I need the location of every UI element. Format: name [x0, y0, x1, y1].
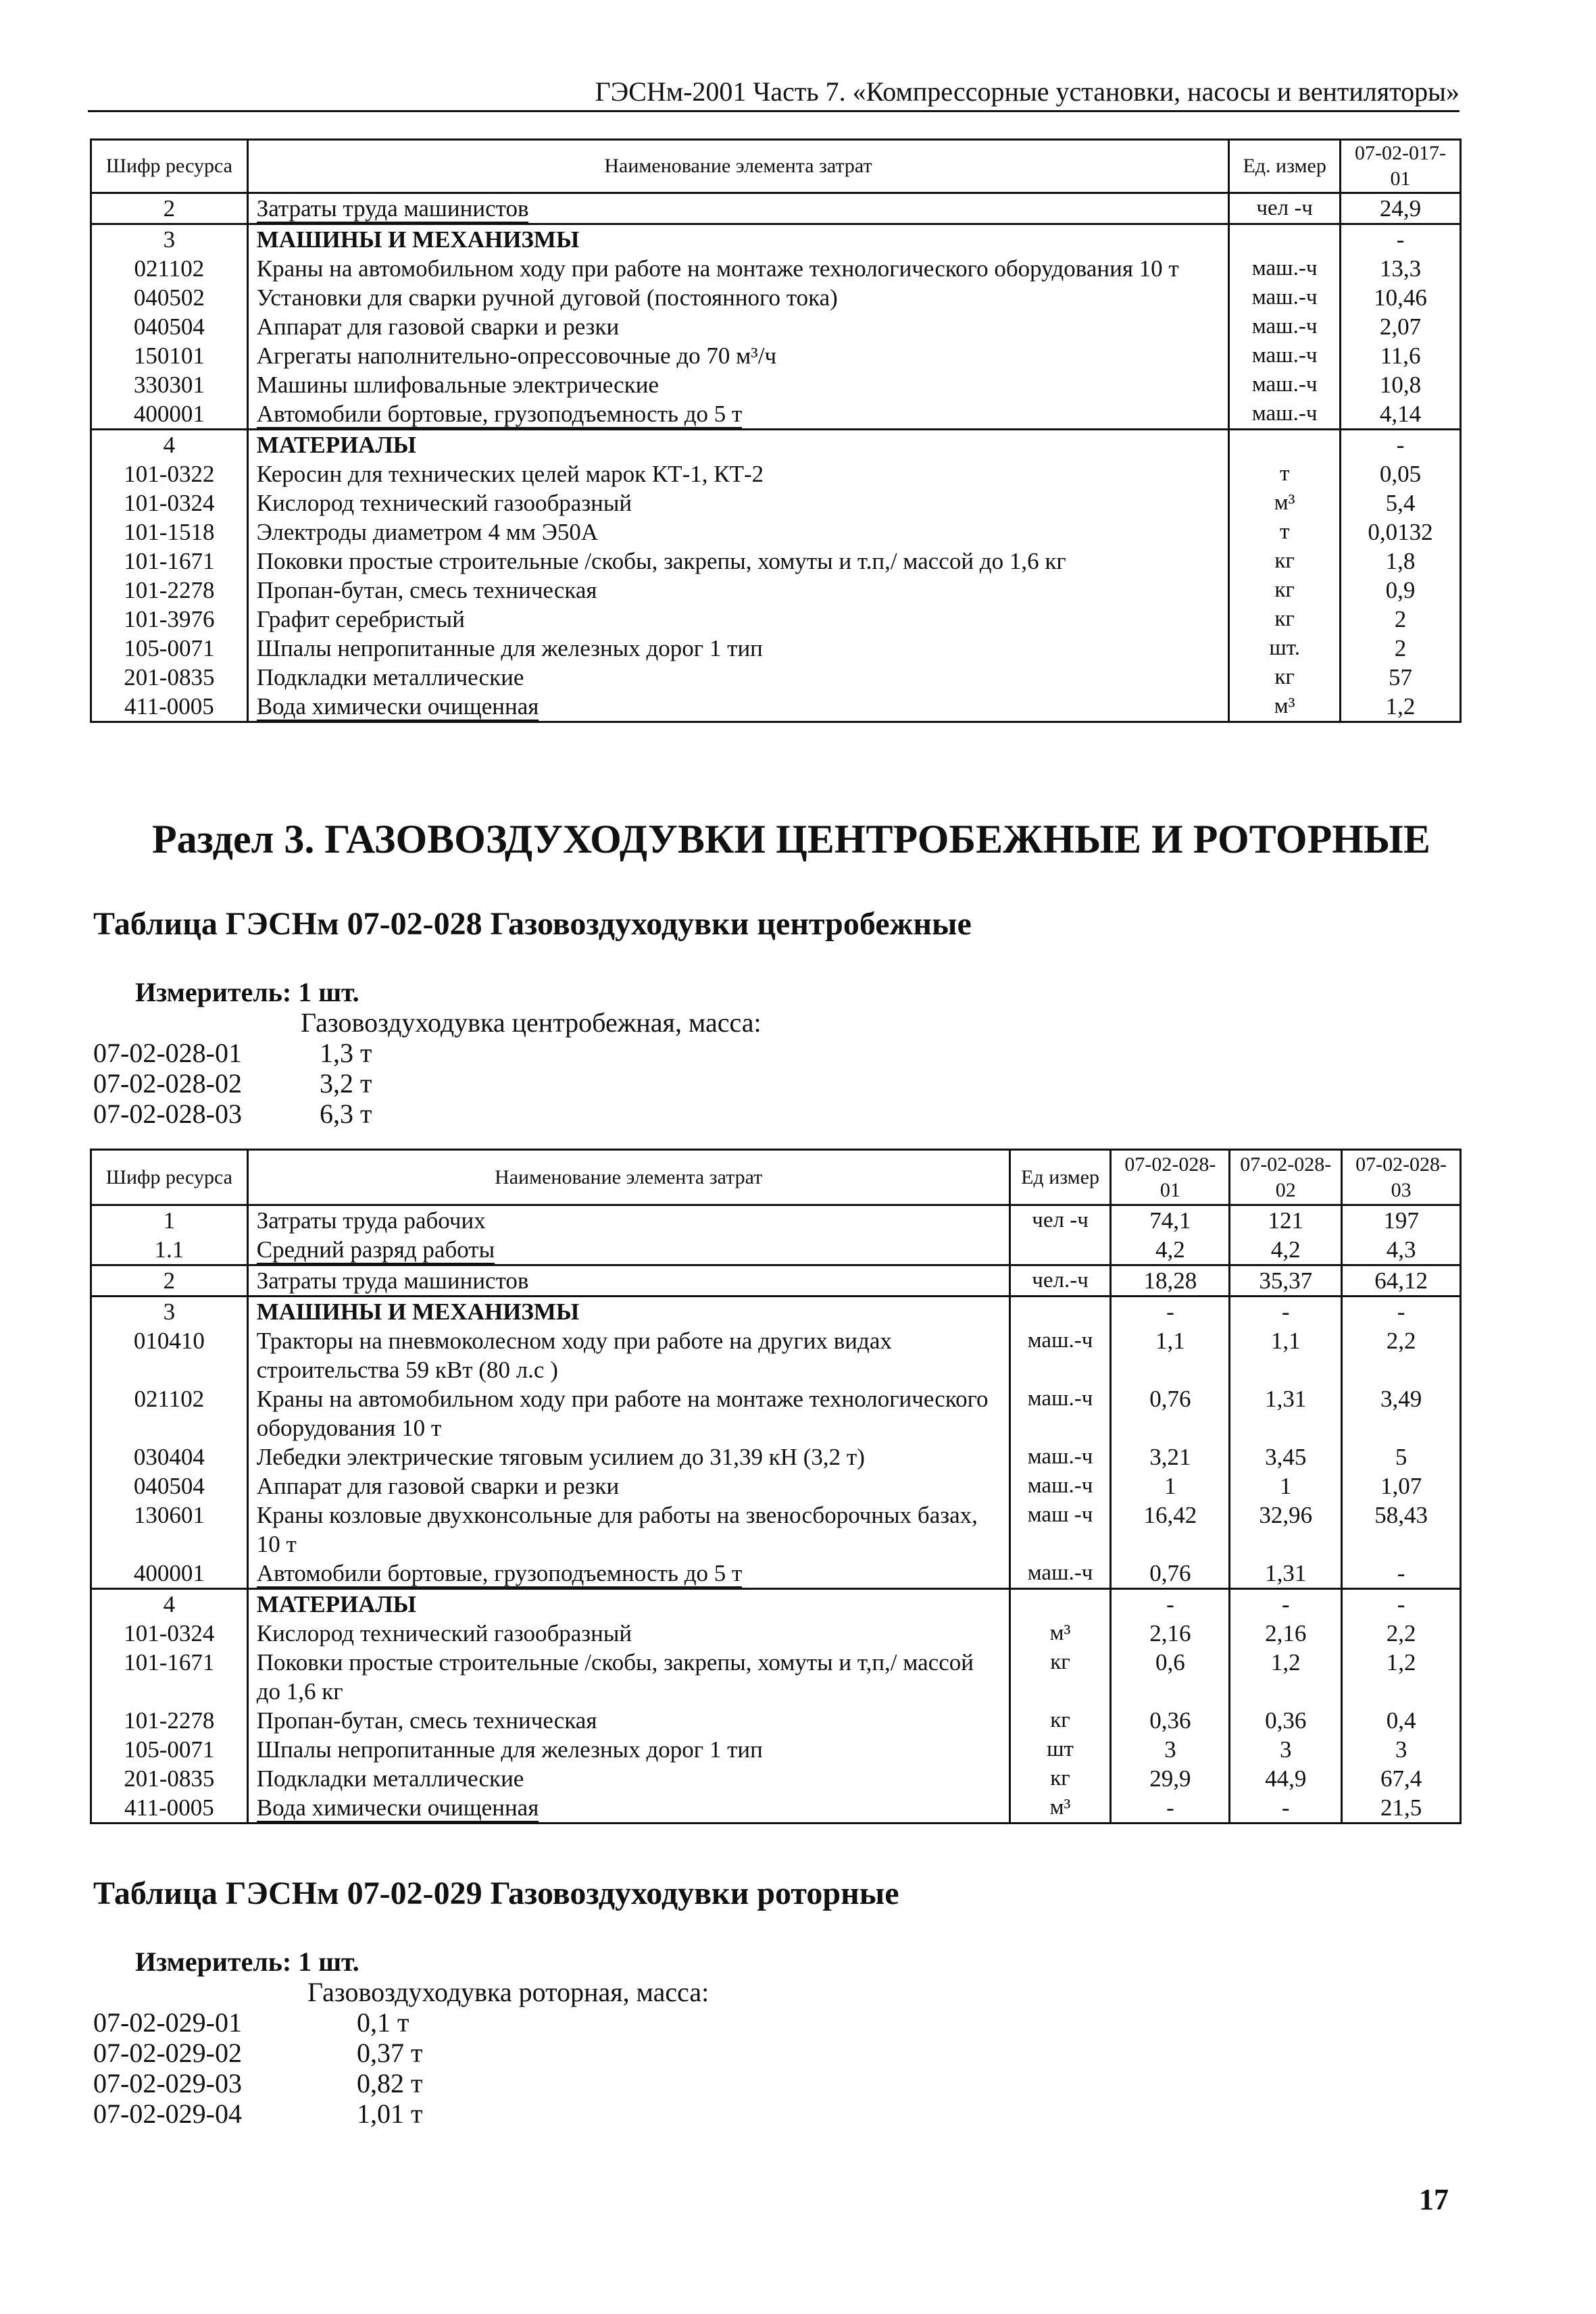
unit-cell: маш.-ч: [1229, 370, 1341, 399]
resource-name-cell: [247, 576, 1228, 605]
resource-code-cell: 105-0071: [91, 634, 248, 663]
unit-cell: маш.-ч: [1009, 1559, 1111, 1589]
norm-value-cell: 1,1: [1111, 1326, 1230, 1384]
variant-row: [93, 2098, 422, 2130]
resource-name-cell: [247, 1706, 1009, 1735]
resource-code-cell: 400001: [91, 1559, 248, 1589]
variant-mass: 0,1 т: [357, 2007, 409, 2038]
resource-code-cell: 2: [91, 193, 248, 224]
variant-mass: 1,3 т: [320, 1038, 372, 1068]
meter-029: [135, 1946, 359, 1978]
norm-value-cell: 74,1: [1111, 1205, 1230, 1236]
unit-cell: чел -ч: [1009, 1205, 1111, 1236]
norm-value-cell: 4,2: [1230, 1235, 1342, 1265]
resource-name-text: Вода химически очищенная: [256, 1794, 539, 1821]
resource-name-cell: [247, 1793, 1009, 1823]
unit-cell: м³: [1229, 692, 1341, 722]
table-row: [91, 1559, 1461, 1589]
variant-row: [93, 1037, 372, 1069]
resource-name-text: МАШИНЫ И МЕХАНИЗМЫ: [256, 226, 580, 253]
norm-value-cell: 0,36: [1230, 1706, 1342, 1735]
resource-name-cell: [247, 430, 1228, 460]
resource-name-cell: [247, 254, 1228, 283]
norm-value-cell: 3: [1342, 1735, 1461, 1764]
norm-value-cell: 0,76: [1111, 1384, 1230, 1442]
resource-name-text: Аппарат для газовой сварки и резки: [256, 313, 620, 340]
col-header-code: Шифр ресурса: [91, 140, 248, 193]
variant-code: 07-02-029-04: [93, 2098, 242, 2129]
resource-code-cell: 4: [91, 1589, 248, 1619]
resource-name-cell: [247, 663, 1228, 692]
resource-code-cell: 411-0005: [91, 1793, 248, 1823]
resource-name-cell: [247, 547, 1228, 576]
resource-name-text: Керосин для технических целей марок КТ-1, КТ-2: [256, 461, 764, 487]
resource-name-text: Шпалы непропитанные для железных дорог 1 тип: [256, 635, 763, 661]
table-row: [91, 430, 1461, 460]
resource-name-cell: [247, 1559, 1009, 1589]
norm-value-cell: 21,5: [1342, 1793, 1461, 1823]
norm-value-cell: 58,43: [1342, 1501, 1461, 1559]
unit-cell: [1229, 224, 1341, 255]
norm-value-cell: -: [1230, 1589, 1342, 1619]
table-row: [91, 488, 1461, 518]
unit-cell: т: [1229, 518, 1341, 547]
norm-value-cell: 18,28: [1111, 1265, 1230, 1297]
col-header-name: Наименование элемента затрат: [247, 1150, 1009, 1205]
norm-value-cell: 3,45: [1230, 1442, 1342, 1472]
norm-value-cell: 4,2: [1111, 1235, 1230, 1265]
resource-name-cell: [247, 1205, 1009, 1236]
resource-name-cell: [247, 1619, 1009, 1648]
resource-code-cell: 101-3976: [91, 605, 248, 634]
resource-name-cell: [247, 1384, 1009, 1442]
unit-cell: чел.-ч: [1009, 1265, 1111, 1297]
norm-value-cell: -: [1342, 1297, 1461, 1327]
table-row: [91, 605, 1461, 634]
meter-value: 1 шт.: [298, 1946, 359, 1977]
norm-value-cell: -: [1341, 224, 1461, 255]
resource-code-cell: 101-0324: [91, 1619, 248, 1648]
resource-code-cell: 021102: [91, 254, 248, 283]
norm-value-cell: 0,05: [1341, 459, 1461, 488]
resource-name-text: МАШИНЫ И МЕХАНИЗМЫ: [256, 1299, 580, 1325]
resource-name-cell: [247, 283, 1228, 312]
resource-code-cell: 101-1671: [91, 1648, 248, 1706]
norm-value-cell: 1,2: [1342, 1648, 1461, 1706]
resource-name-text: Кислород технический газообразный: [256, 1620, 632, 1646]
resource-code-cell: 3: [91, 224, 248, 255]
norm-value-cell: 121: [1230, 1205, 1342, 1236]
variant-code: 07-02-029-02: [93, 2038, 242, 2068]
variant-row: [93, 2007, 409, 2038]
variant-row: [93, 1098, 372, 1130]
resource-code-cell: 1: [91, 1205, 248, 1236]
unit-cell: маш.-ч: [1229, 283, 1341, 312]
unit-cell: маш.-ч: [1009, 1442, 1111, 1472]
resource-code-cell: 030404: [91, 1442, 248, 1472]
table-row: [91, 1619, 1461, 1648]
unit-cell: кг: [1229, 576, 1341, 605]
col-header-unit: Ед измер: [1009, 1150, 1111, 1205]
norm-value-cell: 1,31: [1230, 1384, 1342, 1442]
unit-cell: [1229, 430, 1341, 460]
resource-name-cell: [247, 1326, 1009, 1384]
variant-mass: 1,01 т: [357, 2098, 423, 2129]
norm-value-cell: 5: [1342, 1442, 1461, 1472]
norm-value-cell: 2,2: [1342, 1619, 1461, 1648]
resource-name-text: Машины шлифовальные электрические: [256, 372, 659, 398]
resource-code-cell: 2: [91, 1265, 248, 1297]
table-row: [91, 341, 1461, 370]
norm-value-cell: 67,4: [1342, 1764, 1461, 1793]
norm-value-cell: -: [1341, 430, 1461, 460]
resource-name-text: Краны на автомобильном ходу при работе на монтаже технологического оборудования 10 т: [256, 255, 1179, 282]
table-row: [91, 663, 1461, 692]
resource-name-cell: [247, 1442, 1009, 1472]
table-row: [91, 1472, 1461, 1501]
resource-code-cell: 101-2278: [91, 1706, 248, 1735]
norm-value-cell: -: [1111, 1793, 1230, 1823]
resource-name-text: Графит серебристый: [256, 606, 465, 632]
table-row: [91, 1648, 1461, 1706]
unit-cell: маш.-ч: [1009, 1326, 1111, 1384]
norm-value-cell: -: [1342, 1589, 1461, 1619]
resource-name-cell: [247, 1589, 1009, 1619]
norm-value-cell: 2,07: [1341, 312, 1461, 341]
resource-name-text: Подкладки металлические: [256, 664, 524, 690]
unit-cell: кг: [1009, 1764, 1111, 1793]
unit-cell: маш -ч: [1009, 1501, 1111, 1559]
resource-name-cell: [247, 370, 1228, 399]
norm-value-cell: 0,6: [1111, 1648, 1230, 1706]
norm-value-cell: 0,76: [1111, 1559, 1230, 1589]
resource-code-cell: 4: [91, 430, 248, 460]
unit-cell: кг: [1229, 605, 1341, 634]
norm-value-cell: 0,9: [1341, 576, 1461, 605]
variant-code: 07-02-028-03: [93, 1099, 242, 1129]
norm-value-cell: 3,21: [1111, 1442, 1230, 1472]
norm-value-cell: -: [1342, 1559, 1461, 1589]
resource-name-text: Затраты труда машинистов: [256, 1267, 529, 1294]
table-row: [91, 1589, 1461, 1619]
norm-value-cell: -: [1230, 1297, 1342, 1327]
resource-name-cell: [247, 312, 1228, 341]
norm-value-cell: -: [1111, 1297, 1230, 1327]
table-row: [91, 692, 1461, 722]
resource-name-cell: [247, 1235, 1009, 1265]
description-029: Газовоздуходувка роторная, масса:: [307, 1977, 709, 2007]
norm-value-cell: -: [1230, 1793, 1342, 1823]
table-row: [91, 1326, 1461, 1384]
resource-code-cell: 3: [91, 1297, 248, 1327]
table-row: [91, 283, 1461, 312]
section-title: Раздел 3. ГАЗОВОЗДУХОДУВКИ ЦЕНТРОБЕЖНЫЕ И РОТОРНЫЕ: [152, 817, 1430, 861]
meter-value: 1 шт.: [298, 977, 359, 1007]
norm-value-cell: 10,8: [1341, 370, 1461, 399]
norm-value-cell: 24,9: [1341, 193, 1461, 224]
table-row: [91, 1384, 1461, 1442]
table-row: [91, 1706, 1461, 1735]
resource-code-cell: 010410: [91, 1326, 248, 1384]
resource-name-text: Шпалы непропитанные для железных дорог 1 тип: [256, 1736, 763, 1763]
resource-name-cell: [247, 399, 1228, 430]
unit-cell: [1009, 1297, 1111, 1327]
table-title-028: Таблица ГЭСНм 07-02-028 Газовоздуходувки центробежные: [93, 906, 972, 942]
resource-name-text: Краны на автомобильном ходу при работе на монтаже технологического оборудования 10 т: [256, 1386, 989, 1441]
resource-name-cell: [247, 488, 1228, 518]
norm-value-cell: 35,37: [1230, 1265, 1342, 1297]
col-header-norm-03: 07-02-028-03: [1342, 1150, 1461, 1205]
variant-code: 07-02-028-02: [93, 1068, 242, 1099]
norm-value-cell: 5,4: [1341, 488, 1461, 518]
resource-table-028: [90, 1149, 1462, 1824]
resource-name-cell: [247, 341, 1228, 370]
table-body: [91, 193, 1461, 722]
resource-code-cell: 150101: [91, 341, 248, 370]
norm-value-cell: 0,36: [1111, 1706, 1230, 1735]
table-row: [91, 1297, 1461, 1327]
resource-name-text: Затраты труда машинистов: [256, 195, 529, 222]
table-row: [91, 1235, 1461, 1265]
norm-value-cell: 44,9: [1230, 1764, 1342, 1793]
resource-name-cell: [247, 692, 1228, 722]
unit-cell: т: [1229, 459, 1341, 488]
resource-name-cell: [247, 459, 1228, 488]
norm-value-cell: 11,6: [1341, 341, 1461, 370]
resource-code-cell: 1.1: [91, 1235, 248, 1265]
norm-value-cell: 32,96: [1230, 1501, 1342, 1559]
col-header-unit: Ед. измер: [1229, 140, 1341, 193]
norm-value-cell: 64,12: [1342, 1265, 1461, 1297]
variant-mass: 3,2 т: [320, 1068, 372, 1099]
resource-table-017: [90, 139, 1462, 723]
table-row: [91, 634, 1461, 663]
unit-cell: [1009, 1235, 1111, 1265]
resource-name-cell: [247, 1501, 1009, 1559]
col-header-norm-01: 07-02-028-01: [1111, 1150, 1230, 1205]
norm-value-cell: 2,16: [1230, 1619, 1342, 1648]
norm-value-cell: -: [1111, 1589, 1230, 1619]
unit-cell: [1009, 1589, 1111, 1619]
unit-cell: маш.-ч: [1009, 1472, 1111, 1501]
resource-name-text: Краны козловые двухконсольные для работы на звеносборочных базах, 10 т: [256, 1502, 978, 1557]
resource-name-text: Пропан-бутан, смесь техническая: [256, 577, 597, 603]
resource-name-cell: [247, 1265, 1009, 1297]
unit-cell: м³: [1009, 1793, 1111, 1823]
norm-value-cell: 10,46: [1341, 283, 1461, 312]
resource-name-cell: [247, 1735, 1009, 1764]
table-body: [91, 1205, 1461, 1823]
unit-cell: кг: [1009, 1648, 1111, 1706]
meter-label: Измеритель:: [135, 1946, 292, 1977]
resource-name-text: Тракторы на пневмоколесном ходу при работе на других видах строительства 59 кВт (80 л.с ): [256, 1328, 892, 1383]
unit-cell: маш.-ч: [1229, 254, 1341, 283]
col-header-code: Шифр ресурса: [91, 1150, 248, 1205]
description-028: Газовоздуходувка центробежная, масса:: [301, 1007, 762, 1038]
norm-value-cell: 3: [1111, 1735, 1230, 1764]
variant-row: [93, 1067, 372, 1099]
resource-name-text: Пропан-бутан, смесь техническая: [256, 1707, 597, 1734]
meter-028: [135, 976, 359, 1008]
running-header: ГЭСНм-2001 Часть 7. «Компрессорные установки, насосы и вентиляторы»: [595, 76, 1460, 107]
norm-value-cell: 4,14: [1341, 399, 1461, 430]
table-row: [91, 370, 1461, 399]
norm-value-cell: 2,2: [1342, 1326, 1461, 1384]
norm-value-cell: 13,3: [1341, 254, 1461, 283]
col-header-name: Наименование элемента затрат: [247, 140, 1228, 193]
norm-value-cell: 0,0132: [1341, 518, 1461, 547]
variant-row: [93, 2067, 422, 2099]
resource-name-text: Поковки простые строительные /скобы, закрепы, хомуты и т.п,/ массой до 1,6 кг: [256, 548, 1066, 574]
norm-value-cell: 0,4: [1342, 1706, 1461, 1735]
resource-code-cell: 130601: [91, 1501, 248, 1559]
resource-name-cell: [247, 605, 1228, 634]
resource-name-cell: [247, 1648, 1009, 1706]
unit-cell: кг: [1009, 1706, 1111, 1735]
variant-mass: 6,3 т: [320, 1099, 372, 1129]
col-header-norm: 07-02-017-01: [1341, 140, 1461, 193]
resource-name-text: Подкладки металлические: [256, 1765, 524, 1792]
unit-cell: маш.-ч: [1229, 399, 1341, 430]
resource-name-text: Средний разряд работы: [256, 1236, 495, 1263]
norm-value-cell: 1,2: [1230, 1648, 1342, 1706]
resource-name-text: Аппарат для газовой сварки и резки: [256, 1473, 620, 1499]
resource-name-text: Установки для сварки ручной дуговой (постоянного тока): [256, 284, 838, 311]
resource-name-cell: [247, 634, 1228, 663]
resource-name-text: Затраты труда рабочих: [256, 1207, 486, 1234]
norm-value-cell: 57: [1341, 663, 1461, 692]
unit-cell: шт.: [1229, 634, 1341, 663]
resource-code-cell: 101-2278: [91, 576, 248, 605]
page-number: 17: [1419, 2183, 1449, 2216]
resource-name-cell: [247, 1297, 1009, 1327]
table-row: [91, 1205, 1461, 1236]
variant-mass: 0,37 т: [357, 2038, 423, 2068]
table-row: [91, 1764, 1461, 1793]
header-rule: [88, 110, 1460, 112]
resource-name-cell: [247, 193, 1228, 224]
table-row: [91, 459, 1461, 488]
unit-cell: м³: [1009, 1619, 1111, 1648]
resource-name-cell: [247, 1764, 1009, 1793]
unit-cell: кг: [1229, 547, 1341, 576]
norm-value-cell: 197: [1342, 1205, 1461, 1236]
resource-code-cell: 101-1518: [91, 518, 248, 547]
norm-value-cell: 3,49: [1342, 1384, 1461, 1442]
table-row: [91, 254, 1461, 283]
norm-value-cell: 1: [1230, 1472, 1342, 1501]
resource-name-text: Вода химически очищенная: [256, 693, 539, 720]
resource-code-cell: 201-0835: [91, 1764, 248, 1793]
table-row: [91, 1442, 1461, 1472]
norm-value-cell: 1,31: [1230, 1559, 1342, 1589]
resource-name-cell: [247, 518, 1228, 547]
table-row: [91, 399, 1461, 430]
norm-value-cell: 3: [1230, 1735, 1342, 1764]
norm-value-cell: 2,16: [1111, 1619, 1230, 1648]
table-row: [91, 1265, 1461, 1297]
norm-value-cell: 2: [1341, 605, 1461, 634]
resource-code-cell: 040502: [91, 283, 248, 312]
norm-value-cell: 1,2: [1341, 692, 1461, 722]
meter-label: Измеритель:: [135, 977, 292, 1007]
norm-value-cell: 4,3: [1342, 1235, 1461, 1265]
resource-name-text: Электроды диаметром 4 мм Э50А: [256, 519, 599, 545]
norm-value-cell: 16,42: [1111, 1501, 1230, 1559]
resource-code-cell: 101-1671: [91, 547, 248, 576]
table-row: [91, 547, 1461, 576]
norm-value-cell: 2: [1341, 634, 1461, 663]
variant-code: 07-02-029-03: [93, 2068, 242, 2098]
resource-code-cell: 105-0071: [91, 1735, 248, 1764]
norm-value-cell: 29,9: [1111, 1764, 1230, 1793]
resource-code-cell: 330301: [91, 370, 248, 399]
resource-name-text: Автомобили бортовые, грузоподъемность до 5 т: [256, 1560, 743, 1586]
table-row: [91, 518, 1461, 547]
col-header-norm-02: 07-02-028-02: [1230, 1150, 1342, 1205]
norm-value-cell: 1,1: [1230, 1326, 1342, 1384]
norm-value-cell: 1,8: [1341, 547, 1461, 576]
table-title-029: Таблица ГЭСНм 07-02-029 Газовоздуходувки роторные: [93, 1876, 899, 1911]
unit-cell: шт: [1009, 1735, 1111, 1764]
unit-cell: маш.-ч: [1229, 312, 1341, 341]
table-row: [91, 224, 1461, 255]
unit-cell: маш.-ч: [1229, 341, 1341, 370]
variant-code: 07-02-028-01: [93, 1038, 242, 1068]
resource-code-cell: 040504: [91, 1472, 248, 1501]
resource-name-text: Кислород технический газообразный: [256, 490, 632, 516]
resource-code-cell: 101-0324: [91, 488, 248, 518]
unit-cell: чел -ч: [1229, 193, 1341, 224]
resource-name-cell: [247, 224, 1228, 255]
resource-name-text: МАТЕРИАЛЫ: [256, 1591, 416, 1617]
resource-code-cell: 411-0005: [91, 692, 248, 722]
variant-code: 07-02-029-01: [93, 2007, 242, 2038]
unit-cell: кг: [1229, 663, 1341, 692]
unit-cell: м³: [1229, 488, 1341, 518]
unit-cell: маш.-ч: [1009, 1384, 1111, 1442]
table-row: [91, 193, 1461, 224]
resource-code-cell: 021102: [91, 1384, 248, 1442]
norm-value-cell: 1,07: [1342, 1472, 1461, 1501]
table-row: [91, 576, 1461, 605]
resource-code-cell: 101-0322: [91, 459, 248, 488]
table-row: [91, 1793, 1461, 1823]
resource-code-cell: 040504: [91, 312, 248, 341]
resource-name-cell: [247, 1472, 1009, 1501]
resource-name-text: Лебедки электрические тяговым усилием до 31,39 кН (3,2 т): [256, 1444, 865, 1470]
norm-value-cell: 1: [1111, 1472, 1230, 1501]
resource-name-text: МАТЕРИАЛЫ: [256, 432, 417, 458]
table-row: [91, 1735, 1461, 1764]
table-row: [91, 1501, 1461, 1559]
resource-code-cell: 201-0835: [91, 663, 248, 692]
resource-code-cell: 400001: [91, 399, 248, 430]
resource-name-text: Агрегаты наполнительно-опрессовочные до 70 м³/ч: [256, 343, 777, 369]
table-row: [91, 312, 1461, 341]
variant-row: [93, 2037, 422, 2069]
resource-name-text: Автомобили бортовые, грузоподъемность до 5 т: [256, 401, 743, 427]
resource-name-text: Поковки простые строительные /скобы, закрепы, хомуты и т,п,/ массой до 1,6 кг: [256, 1649, 974, 1705]
variant-mass: 0,82 т: [357, 2068, 423, 2098]
